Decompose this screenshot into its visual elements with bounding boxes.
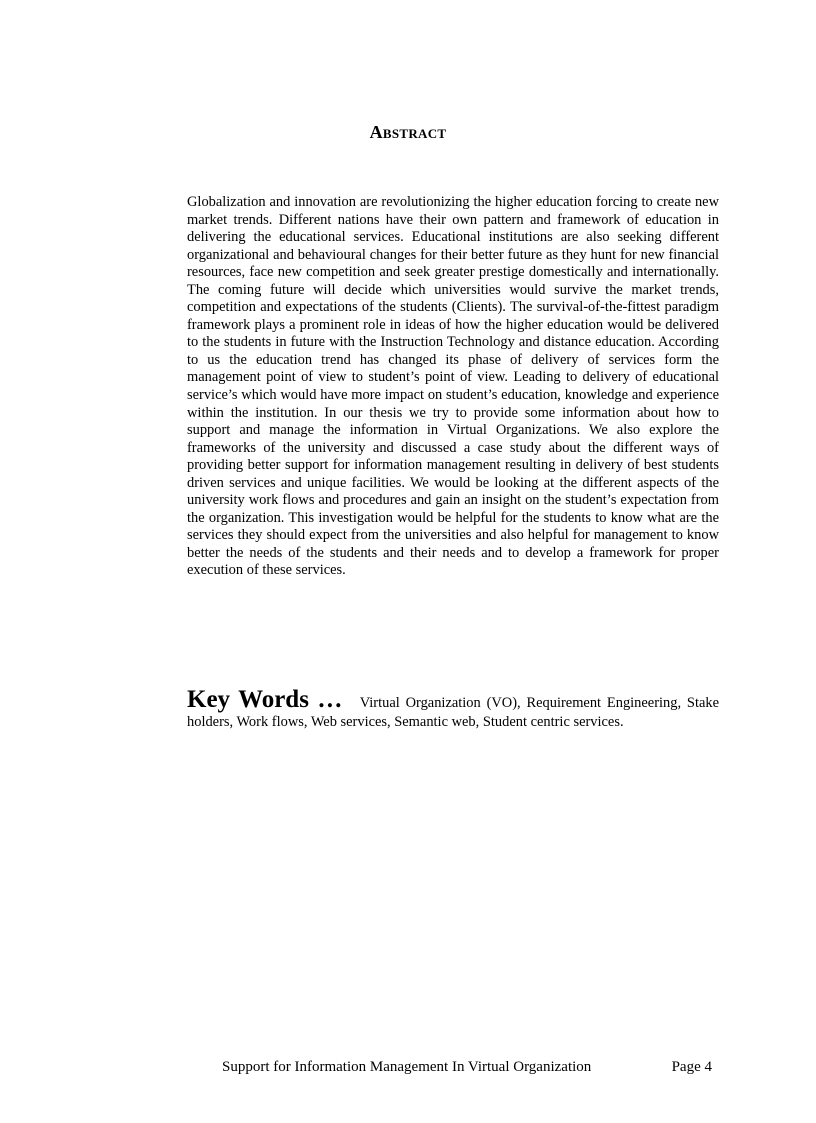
running-title: Support for Information Management In Virtual Organization <box>222 1059 592 1075</box>
keywords-section <box>187 686 720 732</box>
keywords-list: Virtual Organization (VO), Requirement Engineering, Stake holders, Work flows, Web services, Semantic web, Student centric services. <box>187 695 720 730</box>
page-footer <box>222 1057 712 1077</box>
keywords-spacer <box>348 695 354 711</box>
abstract-paragraph: Globalization and innovation are revolutionizing the higher education forcing to create new market trends. Different nations have their own pattern and framework of education in delivering the educational services. Educational institutions are also seeking different organizational and behavioural changes for their better future as they hunt for new financial resources, face new competition and seek greater prestige domestically and internationally. The coming future will decide which universities would survive the market trends, competition and expectations of the students (Clients). The survival-of-the-fittest paradigm framework plays a prominent role in ideas of how the higher education would be delivered to the students in future with the Instruction Technology and distance education. According to us the education trend has changed its phase of delivery of services form the management point of view to student’s point of view. Leading to delivery of educational service’s which would have more impact on student’s education, knowledge and experience within the institution. In our thesis we try to provide some information about how to support and manage the information in Virtual Organizations. We also explore the frameworks of the university and discussed a case study about the different ways of providing better support for information management resulting in delivery of best students driven services and unique facilities. We would be looking at the different aspects of the university work flows and procedures and gain an insight on the student’s expectation from the organization. This investigation would be helpful for the students to know what are the services they should expect from the universities and also helpful for management to know better the needs of the students and their needs and to develop a framework for proper execution of these services. <box>187 194 719 579</box>
abstract-heading: Abstract <box>369 122 447 142</box>
keywords-label: Key Words … <box>187 686 343 713</box>
page-number: Page 4 <box>671 1059 712 1075</box>
